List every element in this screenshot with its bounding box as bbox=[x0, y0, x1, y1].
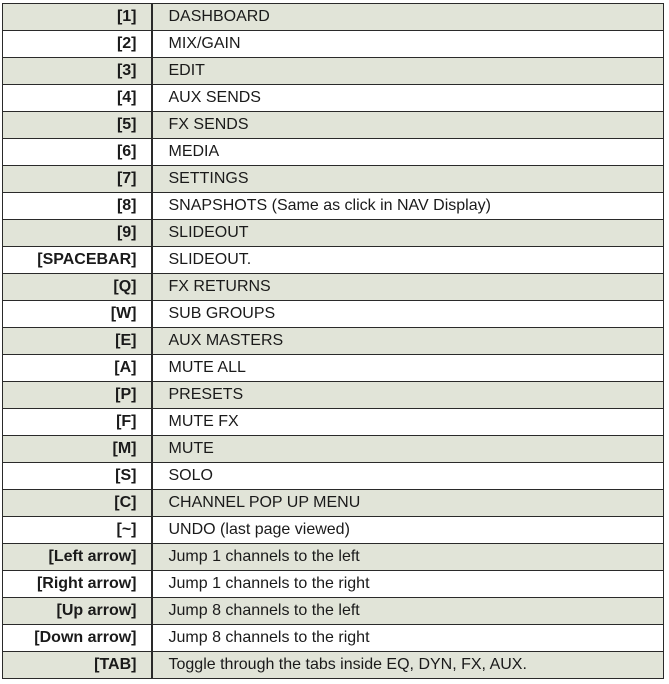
shortcut-action: MUTE ALL bbox=[152, 355, 664, 382]
shortcut-key: [6] bbox=[3, 139, 152, 166]
table-row bbox=[3, 625, 664, 652]
shortcut-action: Toggle through the tabs inside EQ, DYN, FX, AUX. bbox=[152, 652, 664, 679]
table-row bbox=[3, 193, 664, 220]
shortcut-key: [Up arrow] bbox=[3, 598, 152, 625]
shortcut-key: [W] bbox=[3, 301, 152, 328]
table-row bbox=[3, 544, 664, 571]
table-row bbox=[3, 652, 664, 679]
shortcut-action: Jump 1 channels to the left bbox=[152, 544, 664, 571]
table-row bbox=[3, 382, 664, 409]
shortcut-action: SLIDEOUT bbox=[152, 220, 664, 247]
table-row bbox=[3, 328, 664, 355]
shortcut-action: SOLO bbox=[152, 463, 664, 490]
shortcut-key: [9] bbox=[3, 220, 152, 247]
shortcut-key: [Right arrow] bbox=[3, 571, 152, 598]
table-row bbox=[3, 571, 664, 598]
shortcut-action: DASHBOARD bbox=[152, 4, 664, 31]
shortcut-key: [F] bbox=[3, 409, 152, 436]
shortcut-action: SETTINGS bbox=[152, 166, 664, 193]
shortcut-key: [P] bbox=[3, 382, 152, 409]
shortcut-action: UNDO (last page viewed) bbox=[152, 517, 664, 544]
shortcut-action: PRESETS bbox=[152, 382, 664, 409]
shortcut-key: [M] bbox=[3, 436, 152, 463]
table-row bbox=[3, 490, 664, 517]
shortcut-key: [8] bbox=[3, 193, 152, 220]
shortcut-action: AUX MASTERS bbox=[152, 328, 664, 355]
shortcut-action: MIX/GAIN bbox=[152, 31, 664, 58]
shortcut-action: MUTE bbox=[152, 436, 664, 463]
table-row bbox=[3, 166, 664, 193]
shortcut-action: SLIDEOUT. bbox=[152, 247, 664, 274]
shortcut-action: FX SENDS bbox=[152, 112, 664, 139]
table-row bbox=[3, 301, 664, 328]
shortcut-key: [2] bbox=[3, 31, 152, 58]
shortcut-action: CHANNEL POP UP MENU bbox=[152, 490, 664, 517]
table-row bbox=[3, 85, 664, 112]
table-row bbox=[3, 4, 664, 31]
shortcut-key: [S] bbox=[3, 463, 152, 490]
table-row bbox=[3, 31, 664, 58]
shortcut-key: [1] bbox=[3, 4, 152, 31]
table-row bbox=[3, 220, 664, 247]
shortcut-action: MUTE FX bbox=[152, 409, 664, 436]
shortcut-action: EDIT bbox=[152, 58, 664, 85]
table-row bbox=[3, 598, 664, 625]
shortcut-key: [Q] bbox=[3, 274, 152, 301]
shortcut-action: AUX SENDS bbox=[152, 85, 664, 112]
table-row bbox=[3, 139, 664, 166]
shortcut-action: FX RETURNS bbox=[152, 274, 664, 301]
shortcut-action: Jump 8 channels to the right bbox=[152, 625, 664, 652]
table-row bbox=[3, 409, 664, 436]
table-row bbox=[3, 517, 664, 544]
shortcut-key: [4] bbox=[3, 85, 152, 112]
shortcut-action: SNAPSHOTS (Same as click in NAV Display) bbox=[152, 193, 664, 220]
shortcut-key: [TAB] bbox=[3, 652, 152, 679]
shortcut-key: [A] bbox=[3, 355, 152, 382]
shortcut-key: [SPACEBAR] bbox=[3, 247, 152, 274]
shortcut-key: [3] bbox=[3, 58, 152, 85]
shortcut-key: [C] bbox=[3, 490, 152, 517]
shortcut-action: Jump 8 channels to the left bbox=[152, 598, 664, 625]
shortcut-key: [7] bbox=[3, 166, 152, 193]
shortcut-key: [E] bbox=[3, 328, 152, 355]
shortcut-key: [Left arrow] bbox=[3, 544, 152, 571]
table-row bbox=[3, 58, 664, 85]
shortcut-table-body bbox=[3, 4, 664, 679]
table-row bbox=[3, 436, 664, 463]
keyboard-shortcut-table bbox=[2, 3, 664, 679]
shortcut-key: [5] bbox=[3, 112, 152, 139]
shortcut-key: [~] bbox=[3, 517, 152, 544]
shortcut-action: MEDIA bbox=[152, 139, 664, 166]
table-row bbox=[3, 355, 664, 382]
shortcut-key: [Down arrow] bbox=[3, 625, 152, 652]
shortcut-action: Jump 1 channels to the right bbox=[152, 571, 664, 598]
shortcut-action: SUB GROUPS bbox=[152, 301, 664, 328]
table-row bbox=[3, 274, 664, 301]
table-row bbox=[3, 247, 664, 274]
table-row bbox=[3, 112, 664, 139]
table-row bbox=[3, 463, 664, 490]
